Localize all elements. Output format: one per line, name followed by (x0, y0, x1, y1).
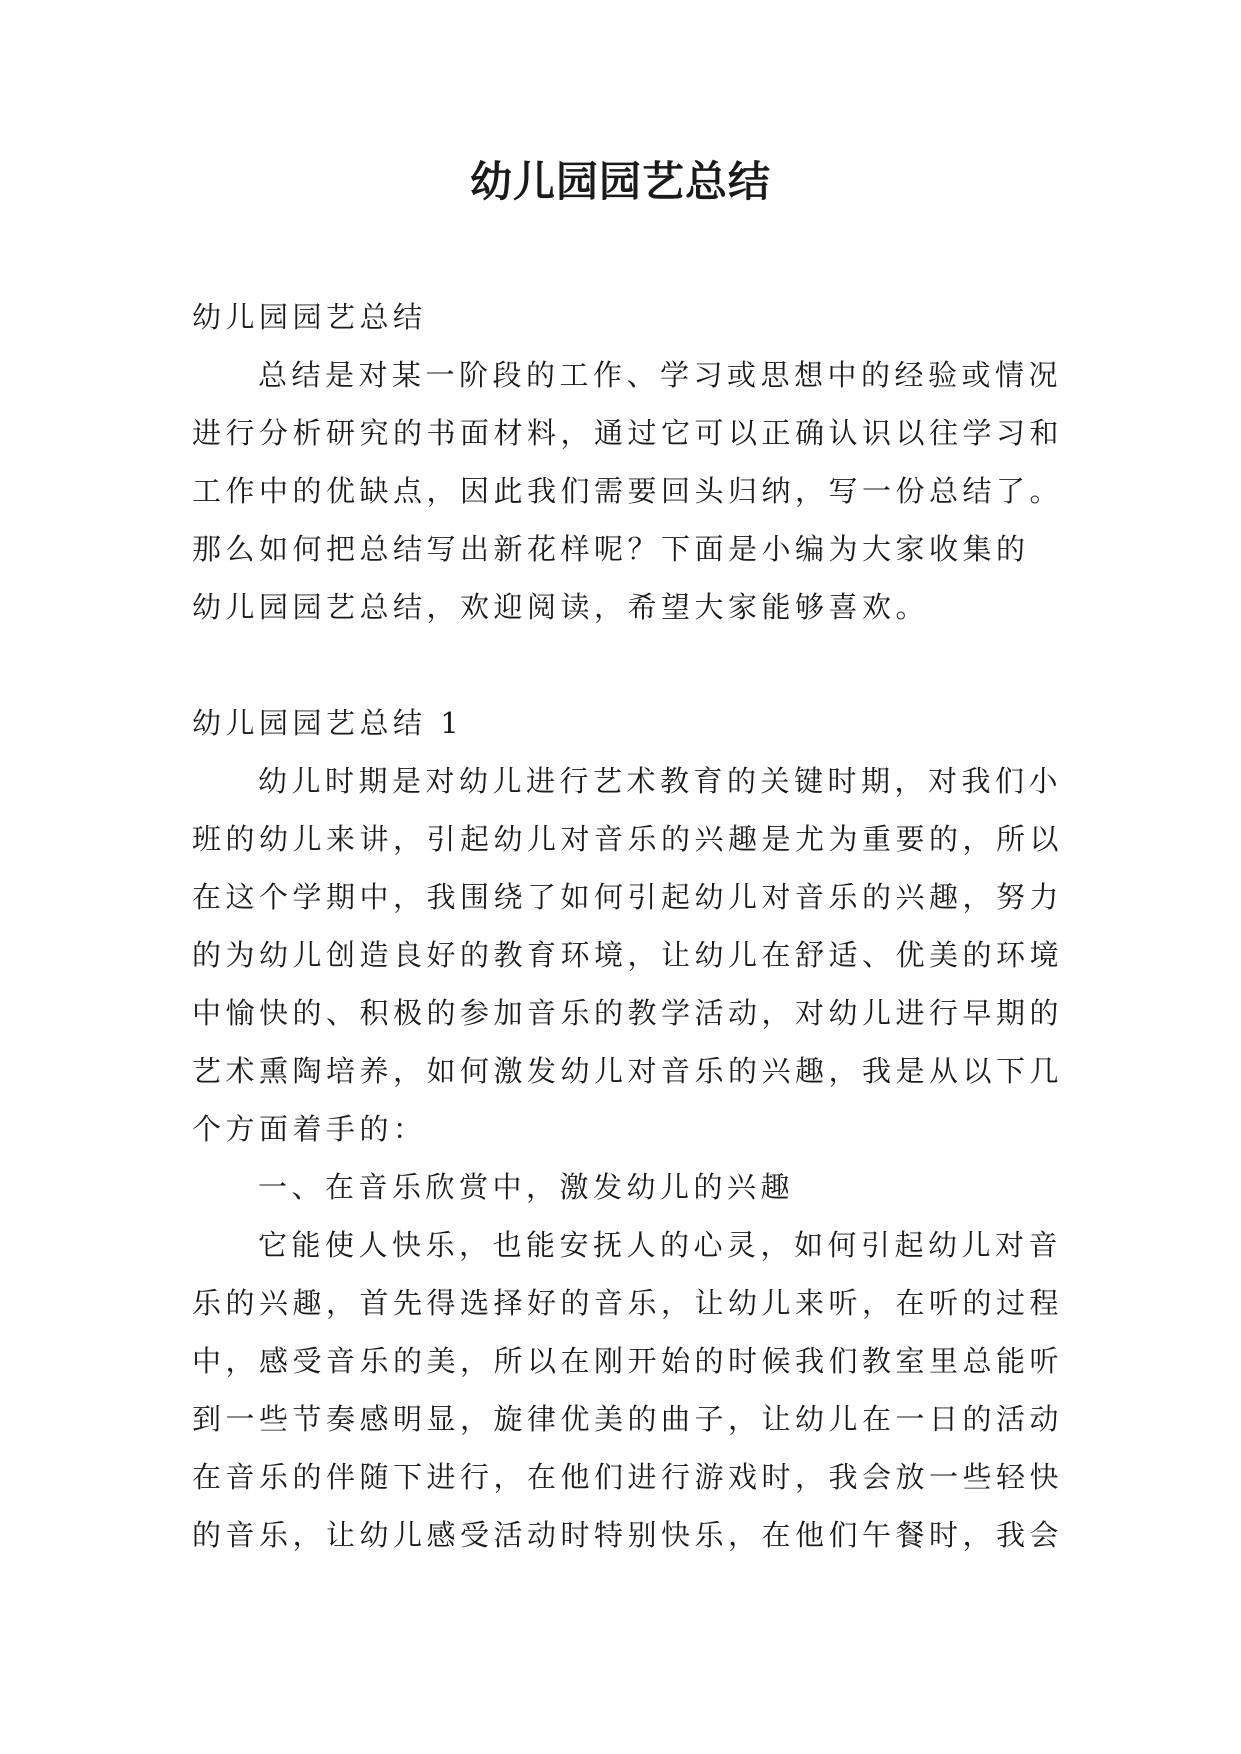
paragraph-line: 它能使人快乐，也能安抚人的心灵，如何引起幼儿对音 (258, 1228, 1063, 1262)
paragraph-line: 个方面着手的： (192, 1112, 427, 1146)
paragraph-line: 幼儿园园艺总结，欢迎阅读，希望大家能够喜欢。 (192, 590, 930, 624)
paragraph-line: 工作中的优缺点，因此我们需要回头归纳，写一份总结了。 (192, 474, 1064, 508)
section-spacer (192, 636, 1072, 694)
document-title: 幼儿园园艺总结 (469, 157, 771, 206)
subheading-line: 一、在音乐欣赏中，激发幼儿的兴趣 (258, 1170, 795, 1204)
paragraph (192, 1216, 1072, 1564)
paragraph-line: 的音乐，让幼儿感受活动时特别快乐，在他们午餐时，我会 (192, 1518, 1064, 1552)
paragraph-line: 在音乐的伴随下进行，在他们进行游戏时，我会放一些轻快 (192, 1460, 1064, 1494)
section-heading: 幼儿园园艺总结 1 (192, 706, 464, 740)
paragraph (192, 752, 1072, 1158)
paragraph-line: 在这个学期中，我围绕了如何引起幼儿对音乐的兴趣，努力 (192, 880, 1064, 914)
section-intro (192, 288, 1072, 636)
paragraph-line: 那么如何把总结写出新花样呢？下面是小编为大家收集的 (192, 532, 1030, 566)
paragraph-line: 艺术熏陶培养，如何激发幼儿对音乐的兴趣，我是从以下几 (192, 1054, 1064, 1088)
section-summary-1 (192, 694, 1072, 1564)
paragraph-line: 的为幼儿创造良好的教育环境，让幼儿在舒适、优美的环境 (192, 938, 1064, 972)
paragraph (192, 1158, 1072, 1216)
paragraph-line: 中，感受音乐的美，所以在刚开始的时候我们教室里总能听 (192, 1344, 1064, 1378)
document-body (192, 288, 1072, 1564)
paragraph-line: 幼儿时期是对幼儿进行艺术教育的关键时期，对我们小 (258, 764, 1063, 798)
paragraph-line: 总结是对某一阶段的工作、学习或思想中的经验或情况 (258, 358, 1063, 392)
paragraph (192, 346, 1072, 636)
paragraph-line: 到一些节奏感明显，旋律优美的曲子，让幼儿在一日的活动 (192, 1402, 1064, 1436)
paragraph-line: 中愉快的、积极的参加音乐的教学活动，对幼儿进行早期的 (192, 996, 1064, 1030)
paragraph-line: 进行分析研究的书面材料，通过它可以正确认识以往学习和 (192, 416, 1064, 450)
section-heading: 幼儿园园艺总结 (192, 300, 427, 334)
paragraph-line: 班的幼儿来讲，引起幼儿对音乐的兴趣是尤为重要的，所以 (192, 822, 1064, 856)
paragraph-line: 乐的兴趣，首先得选择好的音乐，让幼儿来听，在听的过程 (192, 1286, 1064, 1320)
